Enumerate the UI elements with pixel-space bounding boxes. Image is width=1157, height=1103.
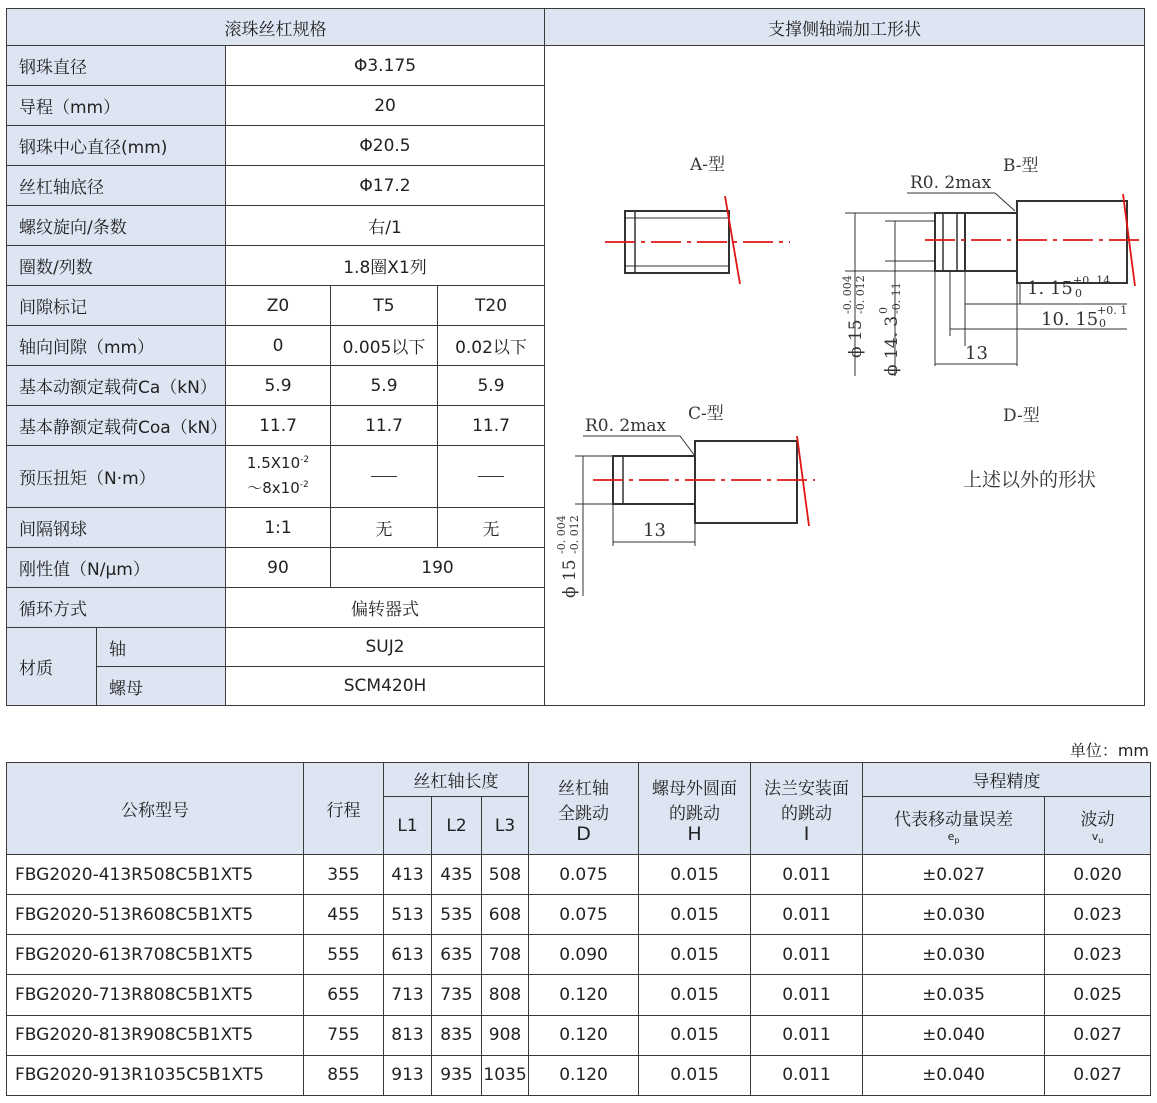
phi143-tol-up: 0: [877, 307, 891, 314]
runout-h-line2: 的跳动: [669, 803, 721, 824]
shaft-end-drawing: [545, 46, 1143, 702]
spec-table-title: 滚珠丝杠规格: [7, 9, 545, 46]
row-model: FBG2020-813R908C5B1XT5: [7, 1015, 304, 1055]
header-runout-i: [751, 763, 863, 855]
row-l2: 735: [432, 975, 482, 1015]
dim-115-tol-up: +0. 14: [1073, 274, 1111, 287]
row-model: FBG2020-913R1035C5B1XT5: [7, 1055, 304, 1095]
runout-d-letter: D: [576, 822, 591, 845]
table-row: [7, 895, 1151, 935]
row-h: 0.015: [639, 1015, 751, 1055]
header-l3: L3: [482, 797, 529, 855]
root-dia-value: Φ17.2: [226, 166, 545, 206]
row-ep: ±0.035: [863, 975, 1045, 1015]
thread-label: 螺纹旋向/条数: [7, 206, 226, 246]
clearance-mark-z0: Z0: [226, 286, 331, 326]
table-row: [7, 1055, 1151, 1095]
ep-symbol: $e_p$: [947, 830, 960, 846]
preload-torque-t20: [438, 446, 545, 508]
row-i: 0.011: [751, 895, 863, 935]
phi143: ϕ 14. 3: [882, 315, 903, 376]
dim-13-b: 13: [965, 343, 988, 364]
row-vu: 0.027: [1045, 1015, 1151, 1055]
ball-dia-value: Φ3.175: [226, 46, 545, 86]
material-shaft-value: SUJ2: [226, 628, 545, 667]
model-table: [6, 762, 1151, 1096]
row-d: 0.120: [529, 975, 639, 1015]
vu-symbol: $v_u$: [1091, 830, 1104, 846]
row-l3: 908: [482, 1015, 529, 1055]
phi15-c: ϕ 15: [560, 559, 581, 598]
row-l3: 608: [482, 895, 529, 935]
header-vu: [1045, 797, 1151, 855]
row-h: 0.015: [639, 975, 751, 1015]
pcd-label: 钢珠中心直径(mm): [7, 126, 226, 166]
row-stroke: 555: [304, 935, 384, 975]
table-row: [7, 975, 1151, 1015]
material-nut-value: SCM420H: [226, 667, 545, 706]
preload-sup1: -2: [300, 454, 310, 465]
c-type-shaft: [613, 441, 797, 523]
static-load-z0: 11.7: [226, 406, 331, 446]
dim-1015: 10. 15: [1041, 309, 1099, 330]
row-ep: ±0.040: [863, 1015, 1045, 1055]
row-l3: 508: [482, 855, 529, 895]
d-type-desc: 上述以外的形状: [963, 469, 1097, 491]
lead-value: 20: [226, 86, 545, 126]
row-vu: 0.027: [1045, 1055, 1151, 1095]
c-type-label: C-型: [688, 404, 724, 424]
thread-value: 右/1: [226, 206, 545, 246]
rigidity-label: 刚性值（N/μm）: [7, 548, 226, 588]
phi15-b: ϕ 15: [846, 319, 867, 358]
preload-torque-t5: [331, 446, 438, 508]
row-l3: 808: [482, 975, 529, 1015]
row-d: 0.090: [529, 935, 639, 975]
row-l1: 613: [384, 935, 432, 975]
row-stroke: 755: [304, 1015, 384, 1055]
row-l1: 813: [384, 1015, 432, 1055]
a-type-label: A-型: [690, 155, 726, 175]
header-l1: L1: [384, 797, 432, 855]
runout-d-line1: 丝杠轴: [558, 778, 610, 799]
axial-clearance-z0: 0: [226, 326, 331, 366]
static-load-label: 基本静额定载荷Coa（kN）: [7, 406, 226, 446]
row-l2: 435: [432, 855, 482, 895]
table-row: [7, 1015, 1151, 1055]
dash-t5: [371, 476, 397, 477]
spacer-ball-label: 间隔钢球: [7, 508, 226, 548]
row-vu: 0.023: [1045, 935, 1151, 975]
row-stroke: 355: [304, 855, 384, 895]
ep-label: 代表移动量误差: [894, 810, 1014, 831]
runout-h-letter: H: [687, 822, 702, 845]
ball-dia-label: 钢珠直径: [7, 46, 226, 86]
phi15-b-tol-up: -0. 004: [841, 275, 855, 314]
row-d: 0.120: [529, 1015, 639, 1055]
spacer-ball-t20: 无: [438, 508, 545, 548]
header-length: 丝杠轴长度: [384, 763, 529, 797]
drawing-cell: [545, 46, 1145, 706]
phi15-c-tol-low: -0. 012: [568, 515, 582, 554]
row-ep: ±0.030: [863, 895, 1045, 935]
d-type-label: D-型: [1003, 406, 1040, 426]
phi15-b-tol-low: -0. 012: [854, 275, 868, 314]
b-type-shaft: [935, 201, 1127, 283]
vu-label: 波动: [1080, 810, 1115, 831]
dim-115-tol-low: 0: [1075, 287, 1083, 300]
row-d: 0.075: [529, 855, 639, 895]
row-ep: ±0.030: [863, 935, 1045, 975]
row-l1: 413: [384, 855, 432, 895]
material-shaft-label: 轴: [97, 628, 226, 667]
row-i: 0.011: [751, 1015, 863, 1055]
header-l2: L2: [432, 797, 482, 855]
row-l1: 713: [384, 975, 432, 1015]
row-h: 0.015: [639, 895, 751, 935]
row-model: FBG2020-713R808C5B1XT5: [7, 975, 304, 1015]
rigidity-z0: 90: [226, 548, 331, 588]
dynamic-load-z0: 5.9: [226, 366, 331, 406]
dim-13-c: 13: [643, 520, 666, 541]
ep-sym: e: [947, 830, 955, 844]
table-row: [7, 855, 1151, 895]
lead-label: 导程（mm）: [7, 86, 226, 126]
row-d: 0.120: [529, 1055, 639, 1095]
circulation-value: 偏转器式: [226, 588, 545, 628]
turns-value: 1.8圈X1列: [226, 246, 545, 286]
row-model: FBG2020-413R508C5B1XT5: [7, 855, 304, 895]
row-l2: 835: [432, 1015, 482, 1055]
axial-clearance-t20: 0.02以下: [438, 326, 545, 366]
material-label: 材质: [7, 628, 97, 706]
spacer-ball-z0: 1:1: [226, 508, 331, 548]
row-model: FBG2020-513R608C5B1XT5: [7, 895, 304, 935]
row-i: 0.011: [751, 1055, 863, 1095]
row-l1: 913: [384, 1055, 432, 1095]
runout-i-line1: 法兰安装面: [764, 778, 850, 799]
row-d: 0.075: [529, 895, 639, 935]
row-l3: 1035: [482, 1055, 529, 1095]
runout-h-line1: 螺母外圆面: [652, 778, 738, 799]
row-h: 0.015: [639, 855, 751, 895]
b-radius-label: R0. 2max: [910, 173, 992, 193]
root-dia-label: 丝杠轴底径: [7, 166, 226, 206]
header-runout-d: [529, 763, 639, 855]
table-row: [7, 935, 1151, 975]
clearance-mark-t5: T5: [331, 286, 438, 326]
header-stroke: 行程: [304, 763, 384, 855]
preload-torque-z0: [226, 446, 331, 508]
axial-clearance-label: 轴向间隙（mm）: [7, 326, 226, 366]
row-i: 0.011: [751, 855, 863, 895]
preload-line2: ～8x10: [247, 478, 300, 497]
row-l2: 535: [432, 895, 482, 935]
clearance-mark-label: 间隙标记: [7, 286, 226, 326]
row-stroke: 655: [304, 975, 384, 1015]
clearance-mark-t20: T20: [438, 286, 545, 326]
rigidity-t: 190: [331, 548, 545, 588]
row-l2: 935: [432, 1055, 482, 1095]
phi143-tol-low: -0. 11: [890, 282, 904, 314]
dash-t20: [478, 476, 504, 477]
row-l1: 513: [384, 895, 432, 935]
static-load-t5: 11.7: [331, 406, 438, 446]
phi15-c-tol-up: -0. 004: [555, 515, 569, 554]
spacer-ball-t5: 无: [331, 508, 438, 548]
runout-d-line2: 全跳动: [558, 803, 610, 824]
dim-1015-tol-up: +0. 1: [1097, 304, 1128, 317]
row-stroke: 855: [304, 1055, 384, 1095]
header-runout-h: [639, 763, 751, 855]
row-l2: 635: [432, 935, 482, 975]
pcd-value: Φ20.5: [226, 126, 545, 166]
preload-line1: 1.5X10: [246, 453, 301, 472]
row-vu: 0.025: [1045, 975, 1151, 1015]
runout-i-letter: I: [803, 822, 810, 845]
spec-table: [6, 8, 1145, 706]
b-type-label: B-型: [1003, 156, 1039, 176]
vu-sym: v: [1091, 830, 1099, 844]
row-l3: 708: [482, 935, 529, 975]
row-ep: ±0.027: [863, 855, 1045, 895]
header-ep: [863, 797, 1045, 855]
row-i: 0.011: [751, 975, 863, 1015]
row-h: 0.015: [639, 935, 751, 975]
circulation-label: 循环方式: [7, 588, 226, 628]
dim-1015-tol-low: 0: [1099, 317, 1107, 330]
dynamic-load-t20: 5.9: [438, 366, 545, 406]
preload-sup2: -2: [299, 479, 309, 490]
row-stroke: 455: [304, 895, 384, 935]
c-radius-label: R0. 2max: [585, 416, 667, 436]
row-vu: 0.023: [1045, 895, 1151, 935]
header-model: 公称型号: [7, 763, 304, 855]
material-nut-label: 螺母: [97, 667, 226, 706]
preload-torque-label: 预压扭矩（N·m）: [7, 446, 226, 508]
row-vu: 0.020: [1045, 855, 1151, 895]
dynamic-load-label: 基本动额定载荷Ca（kN）: [7, 366, 226, 406]
row-i: 0.011: [751, 935, 863, 975]
dynamic-load-t5: 5.9: [331, 366, 438, 406]
runout-i-line2: 的跳动: [781, 803, 833, 824]
static-load-t20: 11.7: [438, 406, 545, 446]
header-lead-acc: 导程精度: [863, 763, 1151, 797]
dim-115: 1. 15: [1027, 278, 1073, 299]
unit-label: 单位：mm: [1069, 741, 1149, 760]
turns-label: 圈数/列数: [7, 246, 226, 286]
axial-clearance-t5: 0.005以下: [331, 326, 438, 366]
row-model: FBG2020-613R708C5B1XT5: [7, 935, 304, 975]
row-h: 0.015: [639, 1055, 751, 1095]
row-ep: ±0.040: [863, 1055, 1045, 1095]
drawing-title: 支撑侧轴端加工形状: [545, 9, 1145, 46]
